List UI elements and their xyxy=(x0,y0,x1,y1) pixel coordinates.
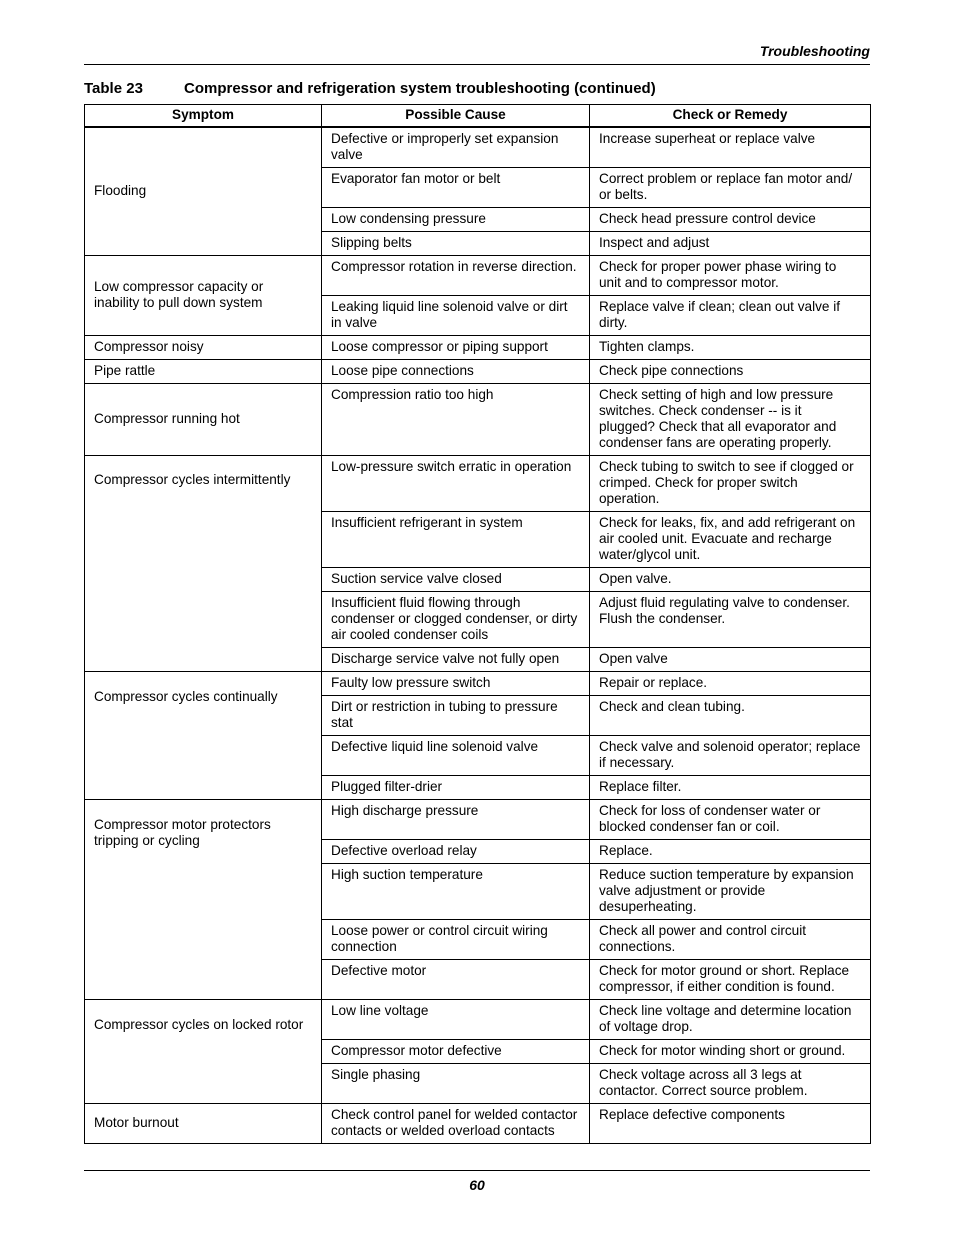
remedy-cell: Check for leaks, fix, and add refrigerant on air cooled unit. Evacuate and recharge water/glycol unit. xyxy=(590,512,871,568)
table-header-row xyxy=(85,105,871,128)
remedy-cell: Increase superheat or replace valve xyxy=(590,127,871,168)
table-row xyxy=(85,336,871,360)
cause-cell: Evaporator fan motor or belt xyxy=(322,168,590,208)
remedy-cell: Inspect and adjust xyxy=(590,232,871,256)
symptom-cell: Compressor cycles on locked rotor xyxy=(85,1000,322,1104)
symptom-cell: Pipe rattle xyxy=(85,360,322,384)
remedy-cell: Check and clean tubing. xyxy=(590,696,871,736)
cause-cell: High discharge pressure xyxy=(322,800,590,840)
cause-cell: Loose power or control circuit wiring connection xyxy=(322,920,590,960)
section-header: Troubleshooting xyxy=(759,43,870,59)
remedy-cell: Adjust fluid regulating valve to condenser. Flush the condenser. xyxy=(590,592,871,648)
remedy-cell: Tighten clamps. xyxy=(590,336,871,360)
remedy-cell: Replace filter. xyxy=(590,776,871,800)
cause-cell: Loose compressor or piping support xyxy=(322,336,590,360)
cause-cell: Suction service valve closed xyxy=(322,568,590,592)
remedy-cell: Open valve xyxy=(590,648,871,672)
column-header-check-or-remedy: Check or Remedy xyxy=(590,105,871,128)
remedy-cell: Check valve and solenoid operator; replace if necessary. xyxy=(590,736,871,776)
table-row xyxy=(85,360,871,384)
page-number: 60 xyxy=(469,1177,485,1193)
cause-cell: Insufficient refrigerant in system xyxy=(322,512,590,568)
troubleshooting-table xyxy=(84,104,871,1144)
remedy-cell: Replace defective components xyxy=(590,1104,871,1144)
cause-cell: Compressor motor defective xyxy=(322,1040,590,1064)
remedy-cell: Check all power and control circuit connections. xyxy=(590,920,871,960)
symptom-cell: Flooding xyxy=(85,127,322,256)
cause-cell: Compression ratio too high xyxy=(322,384,590,456)
remedy-cell: Replace valve if clean; clean out valve if dirty. xyxy=(590,296,871,336)
remedy-cell: Reduce suction temperature by expansion valve adjustment or provide desuperheating. xyxy=(590,864,871,920)
table-number: Table 23 xyxy=(84,80,143,97)
table-row xyxy=(85,256,871,296)
remedy-cell: Check pipe connections xyxy=(590,360,871,384)
remedy-cell: Check for proper power phase wiring to unit and to compressor motor. xyxy=(590,256,871,296)
symptom-cell: Compressor cycles continually xyxy=(85,672,322,800)
table-row xyxy=(85,456,871,512)
symptom-cell: Compressor noisy xyxy=(85,336,322,360)
table-row xyxy=(85,1104,871,1144)
column-header-symptom: Symptom xyxy=(85,105,322,128)
table-row xyxy=(85,384,871,456)
symptom-cell: Compressor motor protectors tripping or cycling xyxy=(85,800,322,1000)
remedy-cell: Repair or replace. xyxy=(590,672,871,696)
remedy-cell: Check tubing to switch to see if clogged or crimped. Check for proper switch operation. xyxy=(590,456,871,512)
cause-cell: Check control panel for welded contactor contacts or welded overload contacts xyxy=(322,1104,590,1144)
symptom-cell: Compressor running hot xyxy=(85,384,322,456)
cause-cell: Low-pressure switch erratic in operation xyxy=(322,456,590,512)
table-row xyxy=(85,800,871,840)
remedy-cell: Check head pressure control device xyxy=(590,208,871,232)
cause-cell: Leaking liquid line solenoid valve or dirt in valve xyxy=(322,296,590,336)
cause-cell: Loose pipe connections xyxy=(322,360,590,384)
cause-cell: High suction temperature xyxy=(322,864,590,920)
table-caption xyxy=(84,80,656,97)
remedy-cell: Open valve. xyxy=(590,568,871,592)
remedy-cell: Check for loss of condenser water or blocked condenser fan or coil. xyxy=(590,800,871,840)
cause-cell: Discharge service valve not fully open xyxy=(322,648,590,672)
cause-cell: Plugged filter-drier xyxy=(322,776,590,800)
column-header-possible-cause: Possible Cause xyxy=(322,105,590,128)
table-row xyxy=(85,672,871,696)
cause-cell: Insufficient fluid flowing through condenser or clogged condenser, or dirty air cooled condenser coils xyxy=(322,592,590,648)
remedy-cell: Check for motor winding short or ground. xyxy=(590,1040,871,1064)
symptom-cell: Compressor cycles intermittently xyxy=(85,456,322,672)
cause-cell: Defective overload relay xyxy=(322,840,590,864)
cause-cell: Defective motor xyxy=(322,960,590,1000)
symptom-cell: Motor burnout xyxy=(85,1104,322,1144)
table-row xyxy=(85,1000,871,1040)
cause-cell: Defective or improperly set expansion valve xyxy=(322,127,590,168)
remedy-cell: Replace. xyxy=(590,840,871,864)
remedy-cell: Check line voltage and determine location of voltage drop. xyxy=(590,1000,871,1040)
cause-cell: Defective liquid line solenoid valve xyxy=(322,736,590,776)
cause-cell: Single phasing xyxy=(322,1064,590,1104)
cause-cell: Slipping belts xyxy=(322,232,590,256)
remedy-cell: Check for motor ground or short. Replace compressor, if either condition is found. xyxy=(590,960,871,1000)
cause-cell: Faulty low pressure switch xyxy=(322,672,590,696)
remedy-cell: Check voltage across all 3 legs at contactor. Correct source problem. xyxy=(590,1064,871,1104)
header-divider xyxy=(84,64,870,65)
table-title: Compressor and refrigeration system troubleshooting (continued) xyxy=(184,80,656,97)
symptom-cell: Low compressor capacity or inability to pull down system xyxy=(85,256,322,336)
remedy-cell: Correct problem or replace fan motor and/ or belts. xyxy=(590,168,871,208)
cause-cell: Low condensing pressure xyxy=(322,208,590,232)
cause-cell: Dirt or restriction in tubing to pressure stat xyxy=(322,696,590,736)
footer-divider xyxy=(84,1170,870,1171)
cause-cell: Low line voltage xyxy=(322,1000,590,1040)
remedy-cell: Check setting of high and low pressure switches. Check condenser -- is it plugged? Check that all evaporator and condenser fans are operating properly. xyxy=(590,384,871,456)
cause-cell: Compressor rotation in reverse direction. xyxy=(322,256,590,296)
table-row xyxy=(85,127,871,168)
